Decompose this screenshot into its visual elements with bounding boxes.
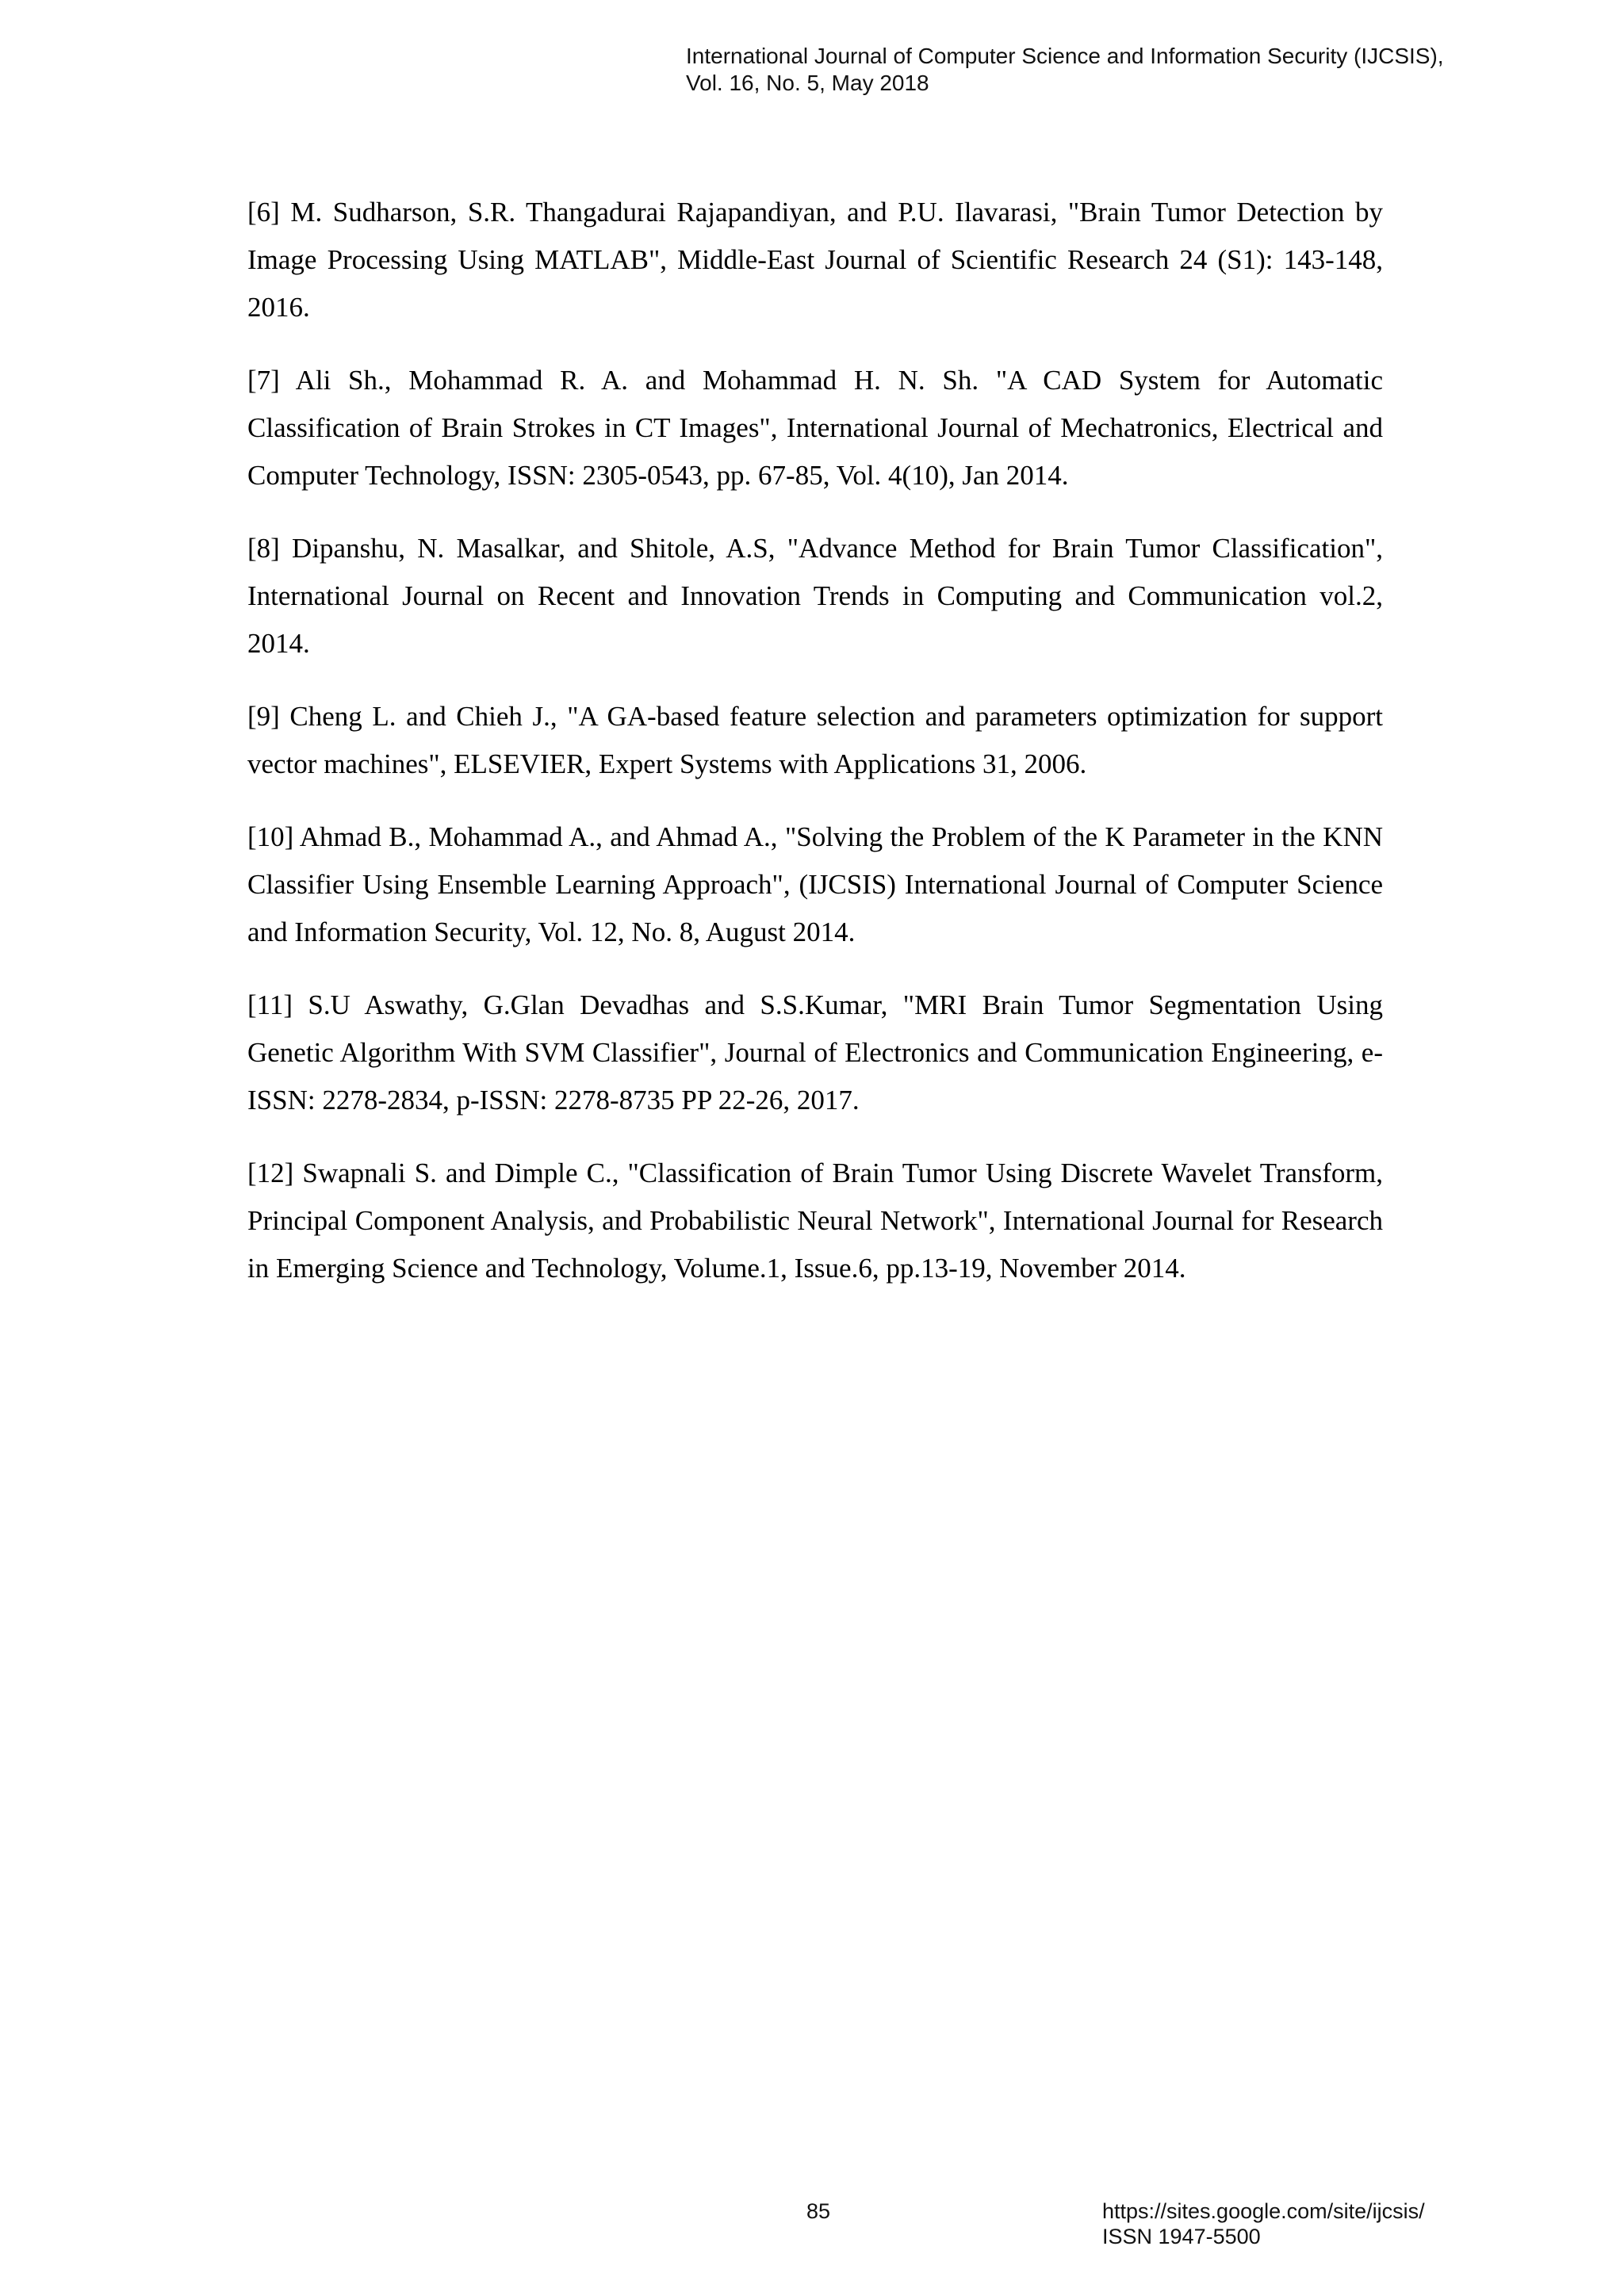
page-number: 85 (806, 2199, 831, 2223)
journal-title: International Journal of Computer Science and Information Security (IJCSIS), (686, 44, 1444, 68)
reference-item: [7] Ali Sh., Mohammad R. A. and Mohammad H. N. Sh. "A CAD System for Automatic Classification of Brain Strokes in CT Images", International Journal of Mechatronics, Electrical and Computer Technology, ISSN: 2305-0543, pp. 67-85, Vol. 4(10), Jan 2014. (247, 365, 1383, 491)
reference-item: [10] Ahmad B., Mohammad A., and Ahmad A., "Solving the Problem of the K Parameter in the KNN Classifier Using Ensemble Learning Approach", (IJCSIS) International Journal of Computer Science and Information Security, Vol. 12, No. 8, August 2014. (247, 821, 1383, 947)
reference-item: [6] M. Sudharson, S.R. Thangadurai Rajapandiyan, and P.U. Ilavarasi, "Brain Tumor Detection by Image Processing Using MATLAB", Middle-East Journal of Scientific Research 24 (S1): 143-148, 2016. (247, 197, 1383, 323)
reference-list (247, 189, 1383, 1318)
journal-url: https://sites.google.com/site/ijcsis/ (1102, 2199, 1425, 2223)
journal-issn: ISSN 1947-5500 (1102, 2225, 1261, 2248)
reference-item: [12] Swapnali S. and Dimple C., "Classification of Brain Tumor Using Discrete Wavelet Transform, Principal Component Analysis, and Probabilistic Neural Network", International Journal for Research in Emerging Science and Technology, Volume.1, Issue.6, pp.13-19, November 2014. (247, 1158, 1383, 1284)
journal-issue: Vol. 16, No. 5, May 2018 (686, 71, 929, 95)
reference-item: [8] Dipanshu, N. Masalkar, and Shitole, A.S, "Advance Method for Brain Tumor Classification", International Journal on Recent and Innovation Trends in Computing and Communication vol.2, 2014. (247, 533, 1383, 659)
footer-info (1102, 2198, 1425, 2249)
reference-item: [9] Cheng L. and Chieh J., "A GA-based feature selection and parameters optimization for support vector machines", ELSEVIER, Expert Systems with Applications 31, 2006. (247, 701, 1383, 779)
running-header (686, 43, 1606, 97)
reference-item: [11] S.U Aswathy, G.Glan Devadhas and S.S.Kumar, "MRI Brain Tumor Segmentation Using Genetic Algorithm With SVM Classifier", Journal of Electronics and Communication Engineering, e-ISSN: 2278-2834, p-ISSN: 2278-8735 PP 22-26, 2017. (247, 989, 1383, 1115)
